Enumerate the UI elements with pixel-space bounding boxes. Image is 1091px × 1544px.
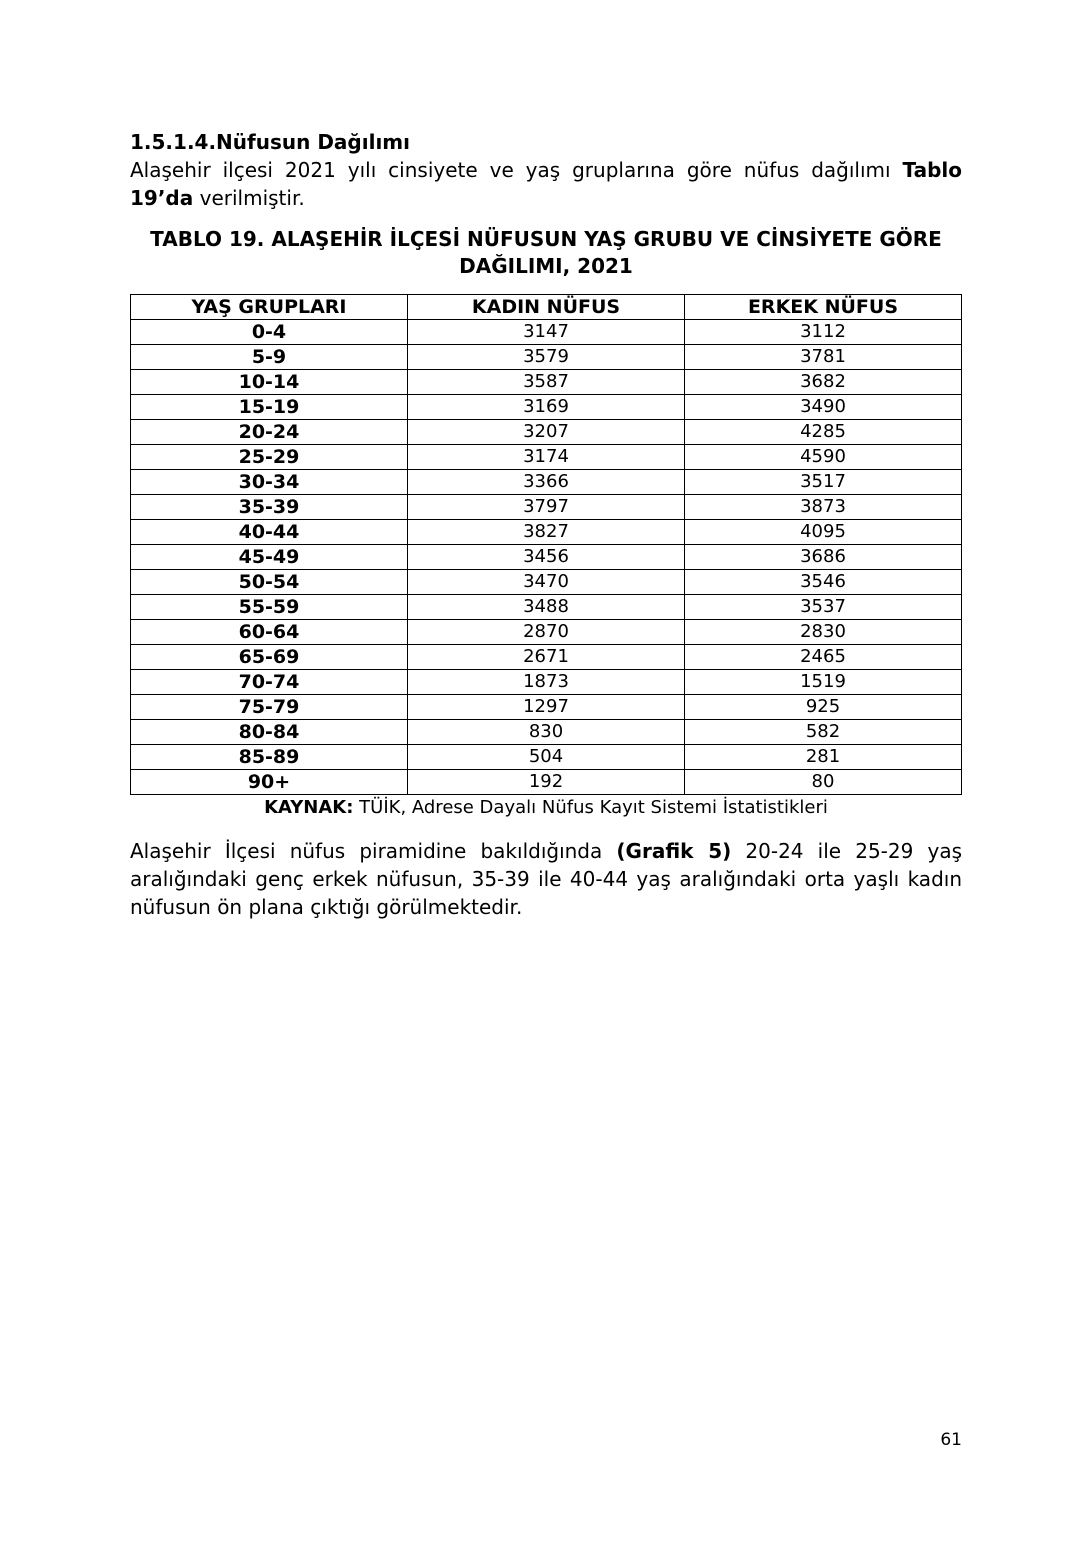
female-population-cell: 3207 [408,420,685,445]
age-group-cell: 55-59 [131,595,408,620]
male-population-cell: 3682 [685,370,962,395]
female-population-cell: 3147 [408,320,685,345]
male-population-cell: 3686 [685,545,962,570]
male-population-cell: 3517 [685,470,962,495]
table-row [131,720,962,745]
table-row [131,495,962,520]
intro-paragraph [130,156,962,212]
male-population-cell: 4590 [685,445,962,470]
age-group-cell: 45-49 [131,545,408,570]
source-label: KAYNAK: [264,797,354,818]
female-population-cell: 3797 [408,495,685,520]
table-row [131,420,962,445]
female-population-cell: 3174 [408,445,685,470]
age-group-cell: 75-79 [131,695,408,720]
female-population-cell: 3366 [408,470,685,495]
age-group-cell: 70-74 [131,670,408,695]
table-row [131,620,962,645]
table-row [131,670,962,695]
header-age-groups: YAŞ GRUPLARI [131,295,408,320]
page-number: 61 [940,1430,962,1450]
table-row [131,595,962,620]
table-row [131,770,962,795]
female-population-cell: 3587 [408,370,685,395]
age-group-cell: 25-29 [131,445,408,470]
female-population-cell: 1873 [408,670,685,695]
female-population-cell: 2671 [408,645,685,670]
age-group-cell: 30-34 [131,470,408,495]
intro-end-text: verilmiştir. [193,186,305,210]
table-header-row [131,295,962,320]
age-group-cell: 80-84 [131,720,408,745]
header-female-population: KADIN NÜFUS [408,295,685,320]
age-group-cell: 5-9 [131,345,408,370]
age-group-cell: 10-14 [131,370,408,395]
table-row [131,545,962,570]
female-population-cell: 3456 [408,545,685,570]
age-group-cell: 90+ [131,770,408,795]
table-row [131,445,962,470]
table-row [131,345,962,370]
table-source [130,795,962,821]
table-row [131,645,962,670]
male-population-cell: 582 [685,720,962,745]
male-population-cell: 2465 [685,645,962,670]
age-group-cell: 50-54 [131,570,408,595]
male-population-cell: 1519 [685,670,962,695]
male-population-cell: 3490 [685,395,962,420]
age-group-cell: 15-19 [131,395,408,420]
male-population-cell: 925 [685,695,962,720]
table-caption-line2: DAĞILIMI, 2021 [459,254,633,278]
document-page [130,128,962,921]
female-population-cell: 3579 [408,345,685,370]
female-population-cell: 3827 [408,520,685,545]
population-table [130,294,962,795]
conclusion-paragraph [130,837,962,921]
female-population-cell: 3488 [408,595,685,620]
male-population-cell: 80 [685,770,962,795]
header-male-population: ERKEK NÜFUS [685,295,962,320]
conclusion-figure-reference: (Grafik 5) [616,839,732,863]
conclusion-text-end: 20-24 ile 25-29 yaş aralığındaki genç erkek nüfusun, 35-39 ile 40-44 yaş aralığındaki orta yaşlı kadın nüfusun ön plana çıktığı görülmektedir. [130,839,963,919]
female-population-cell: 1297 [408,695,685,720]
table-row [131,470,962,495]
male-population-cell: 3112 [685,320,962,345]
female-population-cell: 504 [408,745,685,770]
age-group-cell: 35-39 [131,495,408,520]
table-row [131,570,962,595]
male-population-cell: 3546 [685,570,962,595]
male-population-cell: 4095 [685,520,962,545]
male-population-cell: 281 [685,745,962,770]
source-text: TÜİK, Adrese Dayalı Nüfus Kayıt Sistemi İstatistikleri [353,797,828,818]
male-population-cell: 3537 [685,595,962,620]
intro-text: Alaşehir ilçesi 2021 yılı cinsiyete ve yaş gruplarına göre nüfus dağılımı [130,158,903,182]
table-caption-line1: TABLO 19. ALAŞEHİR İLÇESİ NÜFUSUN YAŞ GRUBU VE CİNSİYETE GÖRE [150,227,942,251]
table-row [131,395,962,420]
female-population-cell: 3169 [408,395,685,420]
female-population-cell: 192 [408,770,685,795]
age-group-cell: 0-4 [131,320,408,345]
table-caption [130,226,962,280]
age-group-cell: 65-69 [131,645,408,670]
section-heading: 1.5.1.4.Nüfusun Dağılımı [130,130,410,154]
male-population-cell: 3781 [685,345,962,370]
table-body [131,320,962,795]
table-row [131,695,962,720]
age-group-cell: 85-89 [131,745,408,770]
age-group-cell: 20-24 [131,420,408,445]
table-row [131,745,962,770]
female-population-cell: 2870 [408,620,685,645]
male-population-cell: 4285 [685,420,962,445]
male-population-cell: 3873 [685,495,962,520]
male-population-cell: 2830 [685,620,962,645]
age-group-cell: 40-44 [131,520,408,545]
table-row [131,320,962,345]
table-row [131,520,962,545]
intro-table-reference: Tablo 19’da [130,158,962,210]
female-population-cell: 830 [408,720,685,745]
age-group-cell: 60-64 [131,620,408,645]
table-row [131,370,962,395]
female-population-cell: 3470 [408,570,685,595]
conclusion-text-start: Alaşehir İlçesi nüfus piramidine bakıldığında [130,839,617,863]
